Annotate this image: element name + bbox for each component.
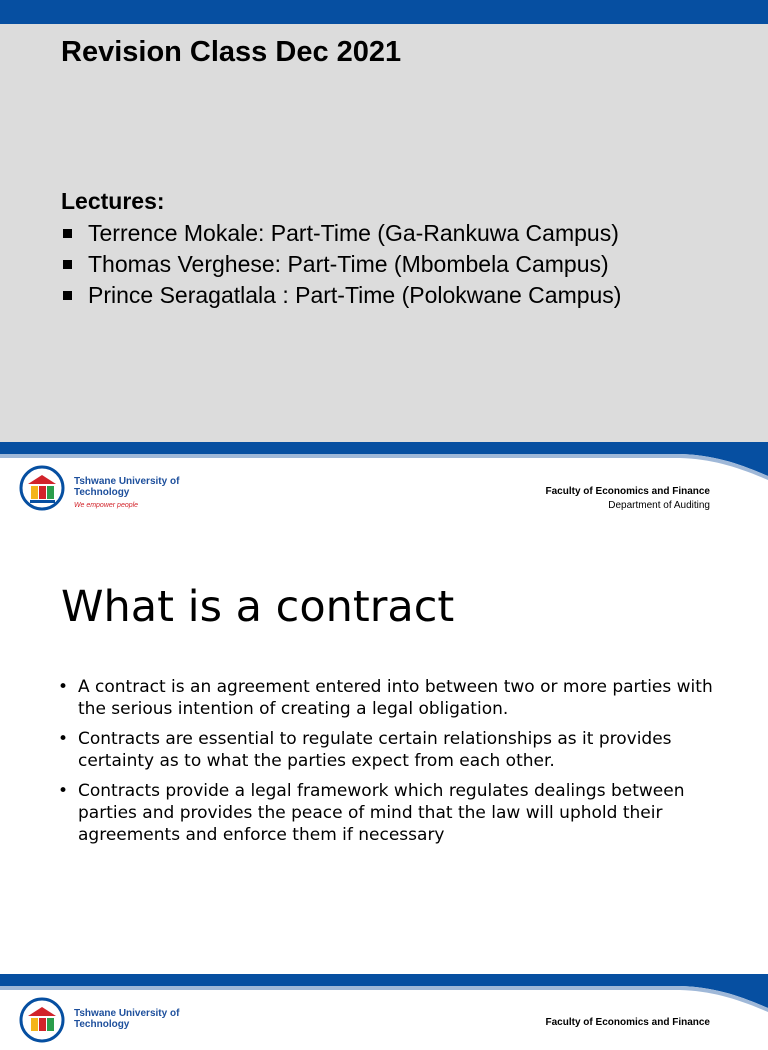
slide-title: What is a contract <box>61 582 455 632</box>
tut-emblem-icon <box>18 996 68 1044</box>
lecturer-text: Thomas Verghese: Part-Time (Mbombela Campus) <box>88 251 609 277</box>
list-item <box>58 780 718 846</box>
list-item <box>58 676 718 720</box>
list-item <box>58 728 718 772</box>
square-bullet-icon <box>63 260 72 269</box>
university-name: Tshwane University of Technology <box>74 1008 180 1030</box>
university-logo <box>18 464 188 518</box>
university-logo <box>18 996 188 1050</box>
lecturer-item <box>61 280 621 311</box>
faculty-name: Faculty of Economics and Finance <box>545 1017 710 1028</box>
university-tagline: We empower people <box>74 502 139 509</box>
lecturer-text: Terrence Mokale: Part-Time (Ga-Rankuwa Campus) <box>88 220 619 246</box>
square-bullet-icon <box>63 291 72 300</box>
slide-what-is-a-contract <box>0 442 768 974</box>
faculty-block <box>546 486 710 511</box>
faculty-name: Faculty of Economics and Finance <box>545 486 710 497</box>
point-text: Contracts are essential to regulate certain relationships as it provides certainty as to what the parties expect from each other. <box>78 729 672 771</box>
department-name: Department of Auditing <box>608 500 710 511</box>
lecturer-item <box>61 249 621 280</box>
point-text: Contracts provide a legal framework which regulates dealings between parties and provides the peace of mind that the law will uphold their agreements and enforce them if necessary <box>78 781 685 845</box>
slide-revision-class <box>0 0 768 442</box>
lectures-heading: Lectures: <box>61 188 165 214</box>
bullet-dot-icon: • <box>58 729 69 749</box>
lecturer-item <box>61 218 621 249</box>
bullet-dot-icon: • <box>58 781 69 801</box>
slide-title: Revision Class Dec 2021 <box>61 36 402 68</box>
lecturer-list <box>61 218 621 311</box>
bullet-dot-icon: • <box>58 677 69 697</box>
slide-next-partial <box>0 974 768 1030</box>
university-name: Tshwane University of Technology <box>74 476 180 498</box>
square-bullet-icon <box>63 229 72 238</box>
point-text: A contract is an agreement entered into between two or more parties with the serious intention of creating a legal obligation. <box>78 677 713 719</box>
tut-emblem-icon <box>18 464 68 512</box>
lecturer-text: Prince Seragatlala : Part-Time (Polokwane Campus) <box>88 282 622 308</box>
top-blue-bar <box>0 0 768 24</box>
contract-points-list <box>58 676 718 854</box>
